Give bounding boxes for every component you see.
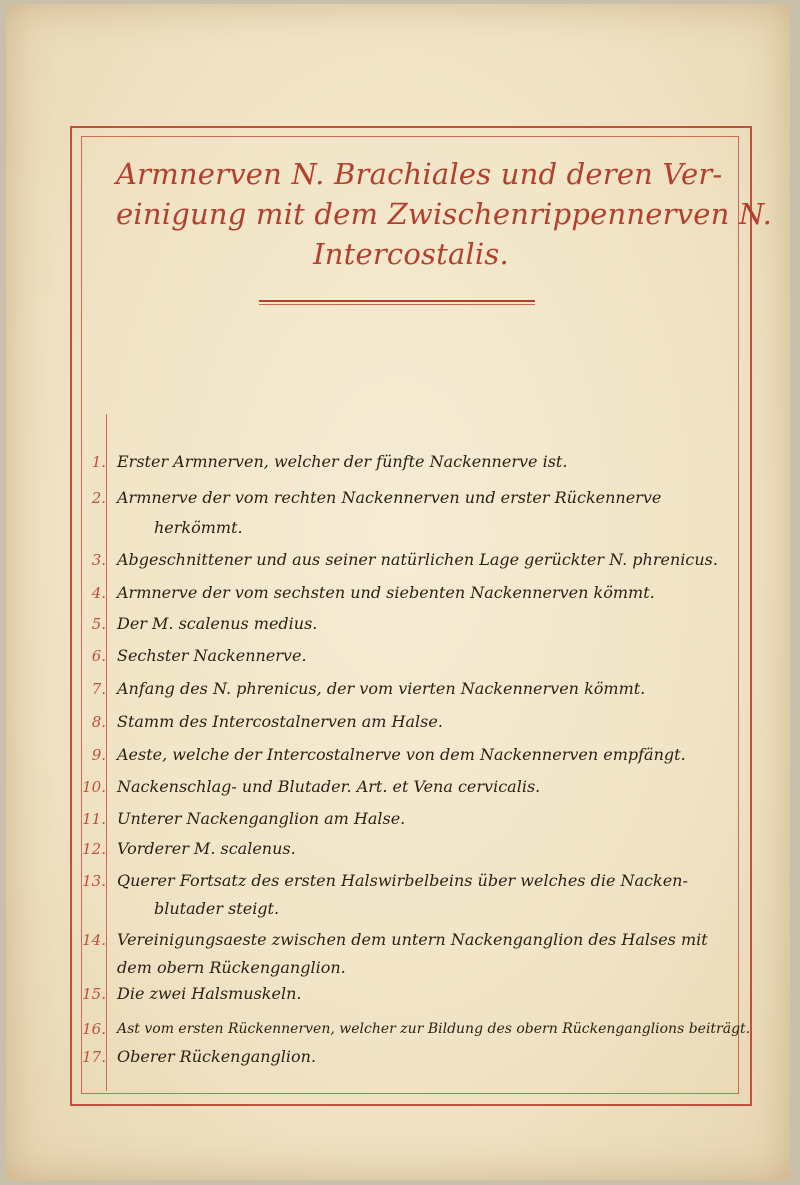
list-item <box>82 979 712 1009</box>
item-text: Erster Armnerven, welcher der fünfte Nackennerve ist. <box>117 452 568 471</box>
item-text-continued: dem obern Rückenganglion. <box>117 958 346 977</box>
page-title <box>116 154 773 274</box>
item-text: Armnerve der vom sechsten und siebenten Nackennerven kömmt. <box>117 583 655 602</box>
title-underline <box>259 300 535 302</box>
item-number: 3. <box>91 551 106 569</box>
item-number: 16. <box>82 1020 106 1038</box>
item-number: 5. <box>91 615 106 633</box>
manuscript-page <box>6 4 790 1180</box>
item-number: 1. <box>91 453 106 471</box>
list-item <box>82 740 712 770</box>
item-text: Aeste, welche der Intercostalnerve von dem Nackennerven empfängt. <box>117 745 686 764</box>
item-text: Oberer Rückenganglion. <box>117 1047 317 1066</box>
list-item <box>82 1014 751 1044</box>
list-item <box>82 447 712 477</box>
list-item <box>82 641 712 671</box>
list-item <box>82 707 712 737</box>
item-number: 6. <box>91 647 106 665</box>
list-item <box>82 545 718 575</box>
item-text: Vorderer M. scalenus. <box>117 839 296 858</box>
item-text: Armnerve der vom rechten Nackennerven und erster Rückennerve <box>117 488 662 507</box>
item-text: Sechster Nackennerve. <box>117 646 307 665</box>
list-item <box>82 925 712 955</box>
item-number: 12. <box>82 840 106 858</box>
item-text: Vereinigungsaeste zwischen dem untern Nackenganglion des Halses mit <box>117 930 708 949</box>
item-text: Der M. scalenus medius. <box>117 614 318 633</box>
item-text: Stamm des Intercostalnerven am Halse. <box>117 712 443 731</box>
item-text: Anfang des N. phrenicus, der vom vierten Nackennerven kömmt. <box>117 679 646 698</box>
item-number: 15. <box>82 985 106 1003</box>
item-number: 2. <box>91 489 106 507</box>
item-number: 17. <box>82 1048 106 1066</box>
item-number: 9. <box>91 746 106 764</box>
item-text-continued: blutader steigt. <box>154 899 280 918</box>
list-item-continuation <box>82 894 712 924</box>
item-number: 14. <box>82 931 106 949</box>
list-item <box>82 804 712 834</box>
list-item <box>82 578 712 608</box>
list-item <box>82 866 712 896</box>
item-text: Die zwei Halsmuskeln. <box>117 984 302 1003</box>
item-text: Nackenschlag- und Blutader. Art. et Vena cervicalis. <box>117 777 541 796</box>
list-item <box>82 674 712 704</box>
title-line-3: Intercostalis. <box>313 237 509 271</box>
list-item <box>82 772 712 802</box>
item-number: 10. <box>82 778 106 796</box>
item-number: 7. <box>91 680 106 698</box>
list-item <box>82 1042 712 1072</box>
title-line-2: einigung mit dem Zwischenrippennerven N. <box>116 197 773 231</box>
item-number: 11. <box>82 810 106 828</box>
item-text: Abgeschnittener und aus seiner natürlichen Lage gerückter N. phrenicus. <box>117 550 718 569</box>
list-item <box>82 609 712 639</box>
title-line-1: Armnerven N. Brachiales und deren Ver- <box>116 157 723 191</box>
item-number: 13. <box>82 872 106 890</box>
list-item <box>82 834 712 864</box>
list-item <box>82 483 712 513</box>
item-number: 4. <box>91 584 106 602</box>
item-text: Querer Fortsatz des ersten Halswirbelbeins über welches die Nacken- <box>117 871 688 890</box>
item-text: Ast vom ersten Rückennerven, welcher zur Bildung des obern Rückenganglions beiträgt. <box>117 1021 751 1037</box>
item-text: Unterer Nackenganglion am Halse. <box>117 809 406 828</box>
item-text-continued: herkömmt. <box>154 518 243 537</box>
title-underline-thin <box>259 304 535 305</box>
list-item-continuation <box>82 513 712 543</box>
item-number: 8. <box>91 713 106 731</box>
